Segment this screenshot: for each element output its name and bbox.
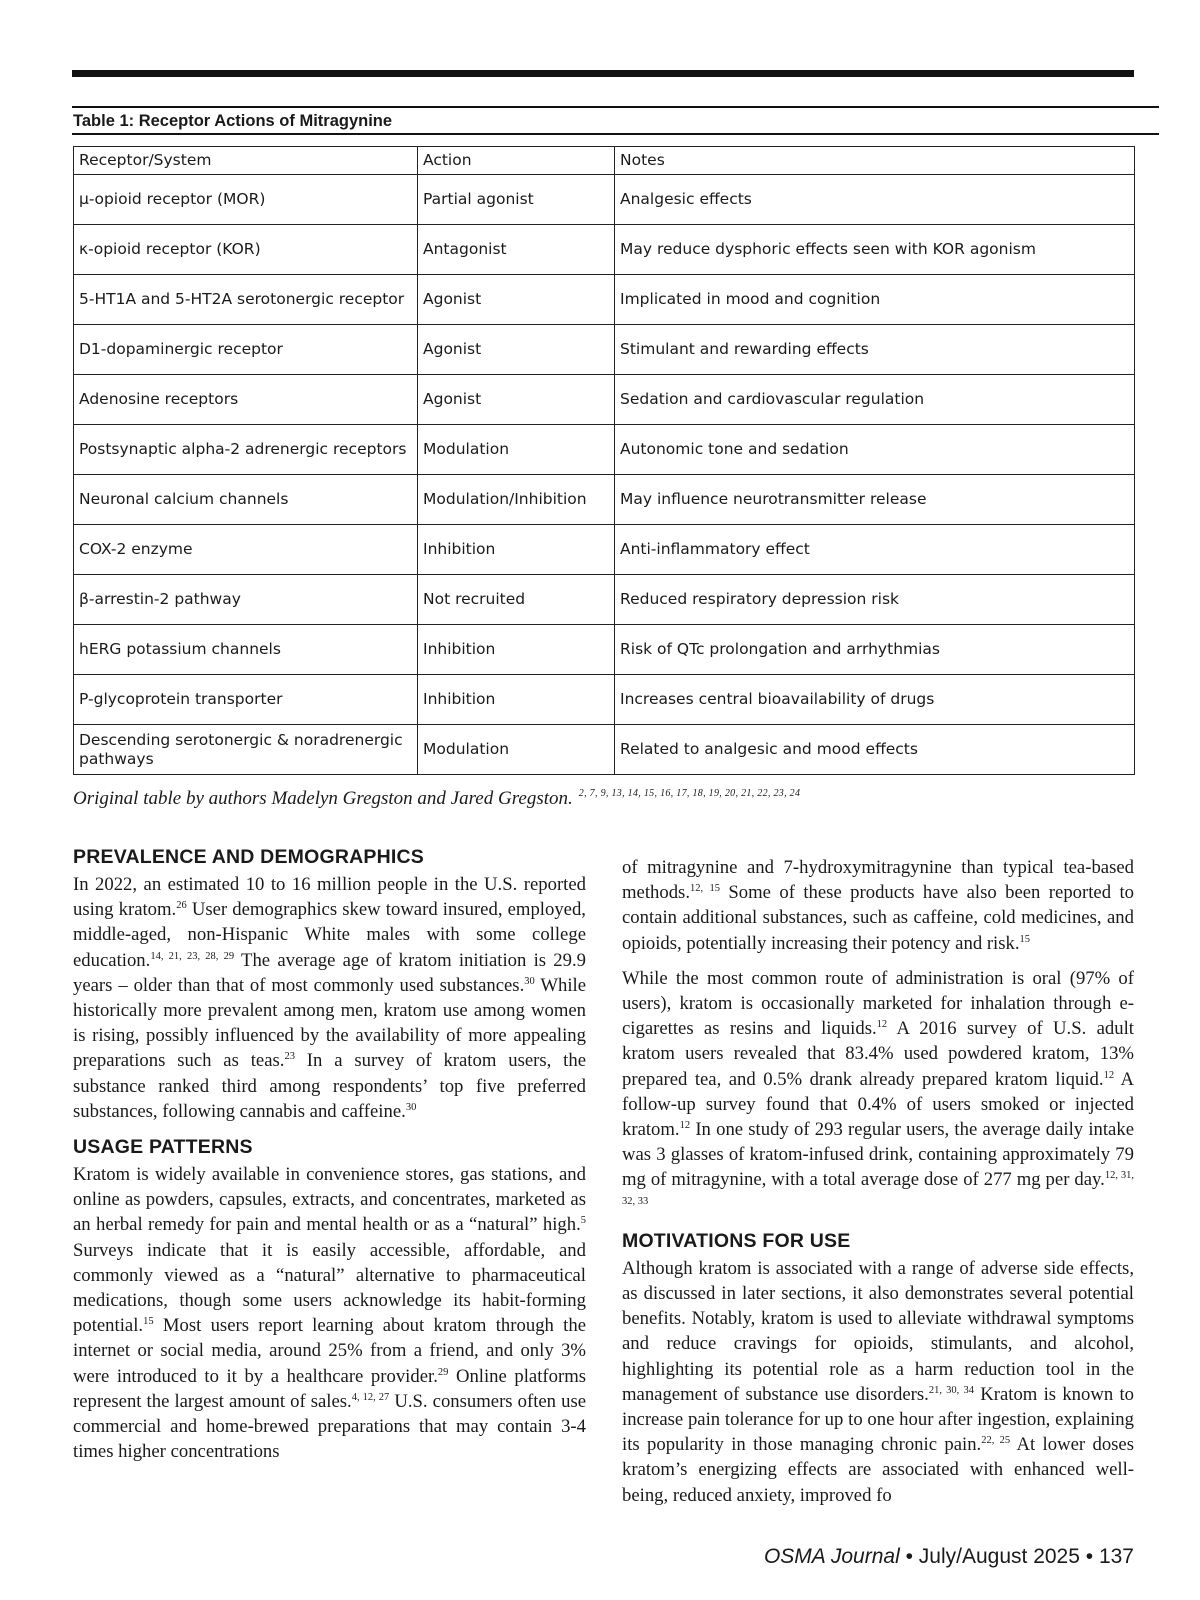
notes-cell: Increases central bioavailability of drugs xyxy=(615,675,1135,725)
citation-ref: 12 xyxy=(876,1019,888,1031)
notes-cell: Autonomic tone and sedation xyxy=(615,425,1135,475)
table-title: Table 1: Receptor Actions of Mitragynine xyxy=(73,112,393,130)
action-cell: Inhibition xyxy=(418,625,615,675)
section-heading: PREVALENCE AND DEMOGRAPHICS xyxy=(73,846,425,868)
table-row xyxy=(74,425,1135,475)
paragraph-text: While historically more prevalent among men, kratom use among women is rising, possibly influenced by the availability of more appealing preparations such as teas. xyxy=(73,974,586,1072)
paragraph-text: Although kratom is associated with a range of adverse side effects, as discussed in later sections, it also demonstrates several potential benefits. Notably, kratom is used to alleviate withdrawal symptoms and reduce cravings for opioids, stimulants, and alcohol, highlighting its potential role as a harm reduction tool in the management of substance use disorders. xyxy=(622,1257,1134,1405)
paragraph-text: A follow-up survey found that 0.4% of users smoked or injected kratom. xyxy=(622,1068,1134,1141)
action-cell: Modulation xyxy=(418,725,615,775)
action-cell: Inhibition xyxy=(418,675,615,725)
citation-ref: 12 xyxy=(679,1120,691,1132)
table-row xyxy=(74,325,1135,375)
action-cell: Not recruited xyxy=(418,575,615,625)
receptor-cell: μ-opioid receptor (MOR) xyxy=(74,175,418,225)
citation-ref: 29 xyxy=(437,1366,449,1378)
notes-cell: Implicated in mood and cognition xyxy=(615,275,1135,325)
action-cell: Modulation/Inhibition xyxy=(418,475,615,525)
citation-ref: 26 xyxy=(176,900,187,912)
page-number: 137 xyxy=(1098,1545,1134,1568)
citation-ref: 21, 30, 34 xyxy=(928,1384,974,1396)
citation-ref: 23 xyxy=(284,1051,295,1063)
table-row xyxy=(74,675,1135,725)
paragraph-text: In 2022, an estimated 10 to 16 million people in the U.S. reported using kratom. xyxy=(73,874,586,921)
table-row xyxy=(74,725,1135,775)
receptor-cell: COX-2 enzyme xyxy=(74,525,418,575)
caption-text: Original table by authors Madelyn Gregston and Jared Gregston. xyxy=(73,788,573,809)
notes-cell: Sedation and cardiovascular regulation xyxy=(615,375,1135,425)
paragraph-text: of mitragynine and 7-hydroxymitragynine than typical tea-based methods. xyxy=(622,857,1134,904)
notes-cell: May influence neurotransmitter release xyxy=(615,475,1135,525)
citation-ref: 15 xyxy=(1019,933,1031,945)
section-heading: MOTIVATIONS FOR USE xyxy=(622,1229,851,1252)
body-paragraph xyxy=(622,966,1134,1218)
table-caption xyxy=(73,788,800,810)
paragraph-text: Online platforms represent the largest amount of sales. xyxy=(73,1365,587,1412)
citation-ref: 12 xyxy=(1103,1069,1115,1081)
table-row xyxy=(74,225,1135,275)
paragraph-text: Kratom is known to increase pain tolerance for up to one hour after ingestion, explaining its popularity in those managing chronic pain. xyxy=(622,1383,1134,1456)
receptor-cell: 5-HT1A and 5-HT2A serotonergic receptor xyxy=(74,275,418,325)
table-row xyxy=(74,275,1135,325)
notes-cell: Stimulant and rewarding effects xyxy=(615,325,1135,375)
action-cell: Inhibition xyxy=(418,525,615,575)
body-paragraph xyxy=(622,1256,1134,1508)
receptor-cell: hERG potassium channels xyxy=(74,625,418,675)
citation-ref: 22, 25 xyxy=(981,1435,1011,1447)
table-row xyxy=(74,175,1135,225)
citation-ref: 14, 21, 23, 28, 29 xyxy=(150,950,235,962)
paragraph-text: Most users report learning about kratom through the internet or social media, around 25% from a friend, and only 3% were introduced to it by a healthcare provider. xyxy=(73,1315,586,1387)
citation-ref: 15 xyxy=(143,1316,154,1328)
receptor-cell: P-glycoprotein transporter xyxy=(74,675,418,725)
table-row xyxy=(74,625,1135,675)
table-title-rule xyxy=(72,133,1159,135)
citation-ref: 4, 12, 27 xyxy=(351,1391,390,1403)
citation-ref: 30 xyxy=(405,1101,417,1113)
table-top-rule xyxy=(72,106,1159,108)
body-paragraph xyxy=(622,855,1134,956)
action-cell: Agonist xyxy=(418,275,615,325)
paragraph-text: At lower doses kratom’s energizing effects are associated with enhanced well-being, reduced anxiety, improved fo xyxy=(622,1434,1135,1506)
paragraph-text: U.S. consumers often use commercial and home-brewed preparations that may contain 3-4 times higher concentrations xyxy=(73,1390,587,1463)
table-row xyxy=(74,475,1135,525)
notes-cell: Anti-inflammatory effect xyxy=(615,525,1135,575)
issue-date: July/August 2025 xyxy=(918,1545,1080,1568)
left-column xyxy=(73,844,586,1474)
header-notes: Notes xyxy=(615,147,1135,175)
receptor-table xyxy=(73,146,1135,775)
notes-cell: Reduced respiratory depression risk xyxy=(615,575,1135,625)
citation-ref: 12, 15 xyxy=(690,883,720,895)
paragraph-text: The average age of kratom initiation is 29.9 years – older than that of most commonly used substances. xyxy=(73,949,587,996)
action-cell: Agonist xyxy=(418,375,615,425)
paragraph-text: A 2016 survey of U.S. adult kratom users revealed that 83.4% used powdered kratom, 13% prepared tea, and 0.5% drank already prepared kratom liquid. xyxy=(622,1018,1134,1090)
receptor-cell: Postsynaptic alpha-2 adrenergic receptors xyxy=(74,425,418,475)
action-cell: Antagonist xyxy=(418,225,615,275)
notes-cell: May reduce dysphoric effects seen with KOR agonism xyxy=(615,225,1135,275)
page-footer xyxy=(764,1545,1134,1569)
table-header-row xyxy=(74,147,1135,175)
notes-cell: Analgesic effects xyxy=(615,175,1135,225)
paragraph-text: User demographics skew toward insured, employed, middle-aged, non-Hispanic White males with some college education. xyxy=(73,899,586,971)
footer-separator: • xyxy=(1085,1545,1094,1568)
right-column xyxy=(622,855,1134,1518)
journal-name: OSMA Journal xyxy=(763,1545,900,1568)
header-receptor: Receptor/System xyxy=(74,147,418,175)
citation-ref: 5 xyxy=(580,1215,586,1227)
receptor-cell: Adenosine receptors xyxy=(74,375,418,425)
citation-ref: 30 xyxy=(524,975,535,987)
paragraph-text: Some of these products have also been reported to contain additional substances, such as caffeine, cold medicines, and opioids, potentially increasing their potency and risk. xyxy=(622,882,1135,954)
top-rule xyxy=(72,70,1134,77)
citation-ref: 12, 31, 32, 33 xyxy=(622,1170,1134,1207)
table-row xyxy=(74,375,1135,425)
receptor-cell: D1-dopaminergic receptor xyxy=(74,325,418,375)
notes-cell: Risk of QTc prolongation and arrhythmias xyxy=(615,625,1135,675)
paragraph-text: Kratom is widely available in convenience stores, gas stations, and online as powders, capsules, extracts, and concentrates, marketed as an herbal remedy for pain and mental health or as a “natural” high. xyxy=(73,1164,586,1236)
action-cell: Agonist xyxy=(418,325,615,375)
body-paragraph xyxy=(73,872,586,1124)
footer-separator: • xyxy=(905,1545,913,1568)
header-action: Action xyxy=(418,147,615,175)
body-paragraph xyxy=(73,1162,586,1464)
paragraph-text: In a survey of kratom users, the substance ranked third among respondents’ top five preferred substances, following cannabis and caffeine. xyxy=(73,1050,586,1122)
notes-cell: Related to analgesic and mood effects xyxy=(615,725,1135,775)
paragraph-text: In one study of 293 regular users, the average daily intake was 3 glasses of kratom-infused drink, containing approximately 79 mg of mitragynine, with a total average dose of 277 mg per day. xyxy=(622,1119,1134,1191)
paragraph-text: Surveys indicate that it is easily accessible, affordable, and commonly viewed as a “natural” alternative to pharmaceutical medications, though some users acknowledge its habit-forming potential. xyxy=(73,1239,586,1337)
action-cell: Partial agonist xyxy=(418,175,615,225)
section-heading: USAGE PATTERNS xyxy=(73,1136,253,1159)
table-row xyxy=(74,525,1135,575)
receptor-cell: Descending serotonergic & noradrenergic pathways xyxy=(74,725,418,775)
action-cell: Modulation xyxy=(418,425,615,475)
paragraph-text: While the most common route of administration is oral (97% of users), kratom is occasionally marketed for inhalation through e-cigarettes as resins and liquids. xyxy=(622,967,1134,1040)
table-row xyxy=(74,575,1135,625)
receptor-cell: β-arrestin-2 pathway xyxy=(74,575,418,625)
receptor-cell: Neuronal calcium channels xyxy=(74,475,418,525)
caption-references: 2, 7, 9, 13, 14, 15, 16, 17, 18, 19, 20, 21, 22, 23, 24 xyxy=(578,788,801,799)
receptor-cell: κ-opioid receptor (KOR) xyxy=(74,225,418,275)
